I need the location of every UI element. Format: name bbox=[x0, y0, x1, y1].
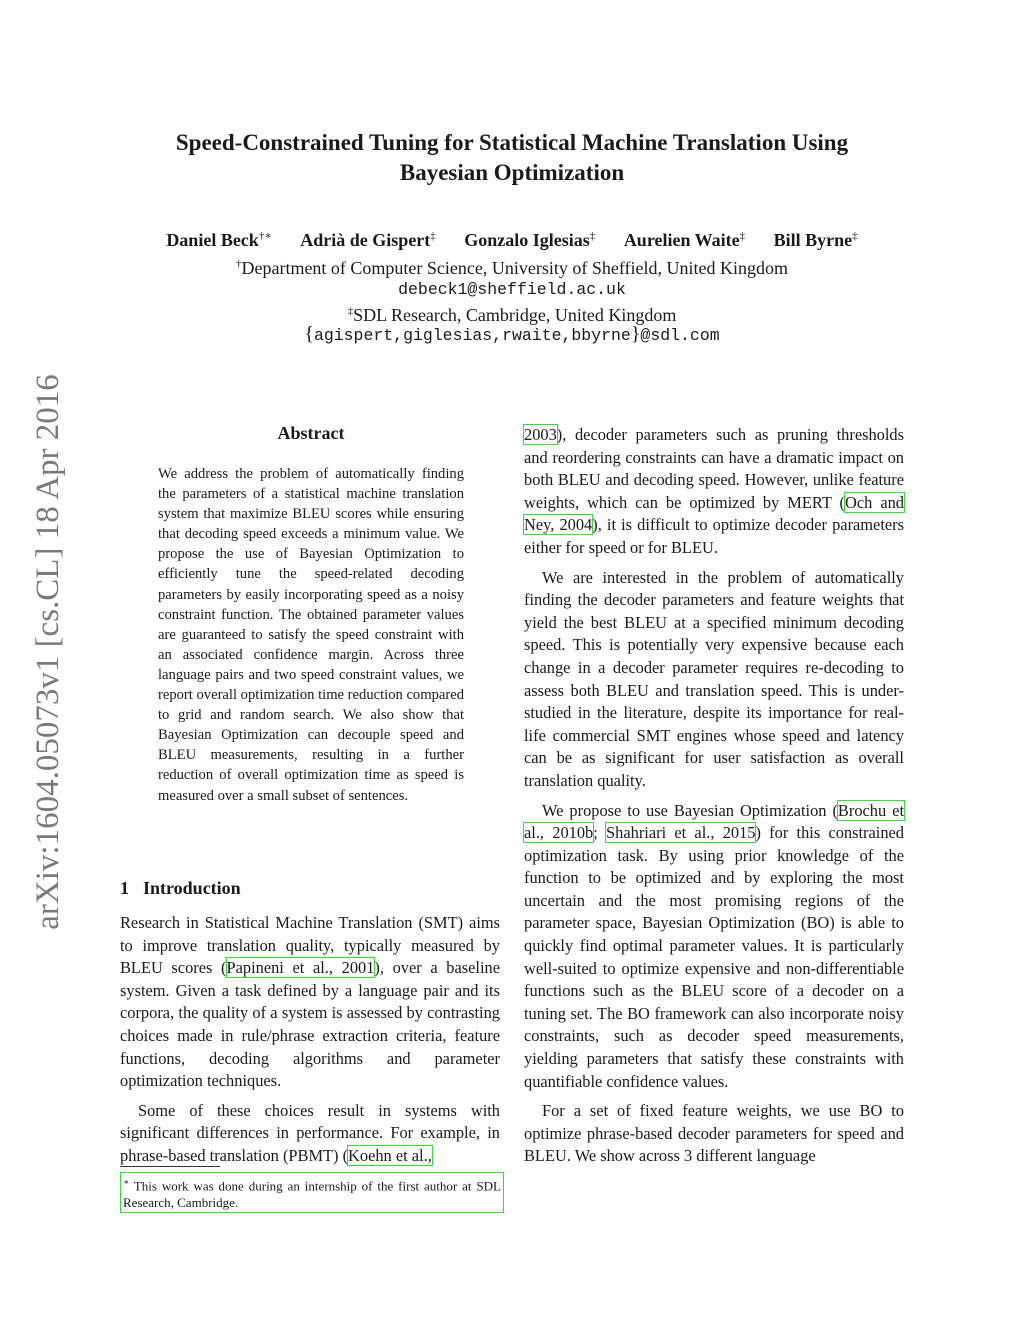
right-paragraph-3: We propose to use Bayesian Optimization (Brochu et al., 2010b; Shahriari et al., 2015) for this constrained optimization task. By using prior knowledge of the function to be optimized and by exploring the most uncertain and the most promising regions of the parameter space, Bayesian Optimization (BO) is able to quickly find optimal parameter values. It is particularly well-suited to optimize expensive and non-differentiable functions such as the BLEU score of a decoder on a tuning set. The BO framework can also incorporate noisy constraints, such as decoder speed measurements, yielding parameters that satisfy these constraints with quantifiable confidence values. bbox=[524, 800, 904, 1091]
author-list bbox=[100, 229, 924, 251]
citation-koehn-year[interactable]: 2003 bbox=[524, 425, 557, 444]
affiliation-sdl: ‡SDL Research, Cambridge, United Kingdom bbox=[347, 305, 677, 325]
section-heading-introduction bbox=[120, 878, 255, 899]
citation-och-ney[interactable]: Och and Ney, 2004 bbox=[524, 492, 905, 535]
abstract-text: We address the problem of automatically finding the parameters of a statistical machine translation system that maximize BLEU scores while ensuring that decoding speed exceeds a minimum value. We propose the use of Bayesian Optimization to efficiently tune the speed-related decoding parameters by easily incorporating speed as a noisy constraint function. The obtained parameter values are guaranteed to satisfy the speed constraint with an associated confidence margin. Across three language pairs and two speed constraint values, we report overall optimization time reduction compared to grid and random search. We also show that Bayesian Optimization can decouple speed and BLEU measurements, resulting in a further reduction of overall optimization time as speed is measured over a small subset of sentences. bbox=[158, 466, 464, 804]
author-1: Daniel Beck†∗ bbox=[166, 230, 272, 250]
footnote-link[interactable]: ∗ This work was done during an internship of the first author at SDL Research, Cambridge. bbox=[120, 1172, 504, 1213]
abstract-heading: Abstract bbox=[277, 423, 345, 443]
author-3: Gonzalo Iglesias‡ bbox=[464, 230, 596, 250]
footnote-rule bbox=[120, 1166, 220, 1167]
left-column-body bbox=[120, 912, 500, 1175]
arxiv-stamp: arXiv:1604.05073v1 [cs.CL] 18 Apr 2016 bbox=[30, 374, 66, 930]
right-paragraph-1: 2003), decoder parameters such as pruning thresholds and reordering constraints can have a dramatic impact on both BLEU and decoding speed. However, unlike feature weights, which can be optimized by MERT (Och and Ney, 2004), it is difficult to optimize decoder parameters either for speed or for BLEU. bbox=[524, 425, 905, 557]
intro-paragraph-1: Research in Statistical Machine Translation (SMT) aims to improve translation quality, typically measured by BLEU scores (Papineni et al., 2001), over a baseline system. Given a task defined by a language pair and its corpora, the quality of a system is assessed by contrasting choices made in rule/phrase extraction criteria, feature functions, decoding algorithms and parameter optimization techniques. bbox=[120, 913, 500, 1091]
right-paragraph-4: For a set of fixed feature weights, we use BO to optimize phrase-based decoder parameters for speed and BLEU. We show across 3 different language bbox=[524, 1101, 904, 1166]
citation-papineni[interactable]: Papineni et al., 2001 bbox=[226, 958, 375, 978]
email-sheffield: debeck1@sheffield.ac.uk bbox=[398, 280, 626, 299]
section-number: 1 bbox=[120, 878, 129, 898]
citation-shahriari[interactable]: Shahriari et al., 2015 bbox=[606, 823, 756, 843]
paper-title bbox=[120, 128, 904, 188]
citation-brochu[interactable]: Brochu et al., 2010b bbox=[524, 800, 904, 843]
author-2: Adrià de Gispert‡ bbox=[300, 230, 436, 250]
right-column-body bbox=[524, 424, 904, 1175]
title-line-2: Bayesian Optimization bbox=[399, 160, 625, 185]
affiliation-sheffield: †Department of Computer Science, University of Sheffield, United Kingdom bbox=[235, 258, 789, 278]
intro-paragraph-2: Some of these choices result in systems with significant differences in performance. For example, in phrase-based translation (PBMT) (Koehn et al., bbox=[120, 1100, 500, 1165]
title-line-1: Speed-Constrained Tuning for Statistical Machine Translation Using bbox=[175, 130, 849, 155]
citation-koehn[interactable]: Koehn et al., bbox=[348, 1145, 432, 1165]
section-title: Introduction bbox=[143, 878, 241, 898]
author-5: Bill Byrne‡ bbox=[773, 230, 858, 250]
right-paragraph-2: We are interested in the problem of automatically finding the decoder parameters and feature weights that yield the best BLEU at a specified minimum decoding speed. This is potentially very expensive because each change in a decoder parameter requires re-decoding to assess both BLEU and translation speed. This is under-studied in the literature, despite its importance for real-life commercial SMT engines whose speed and latency can be as significant for user satisfaction as overall translation quality. bbox=[524, 567, 904, 790]
email-sdl: {agispert,giglesias,rwaite,bbyrne}@sdl.com bbox=[304, 323, 720, 345]
author-4: Aurelien Waite‡ bbox=[623, 230, 746, 250]
